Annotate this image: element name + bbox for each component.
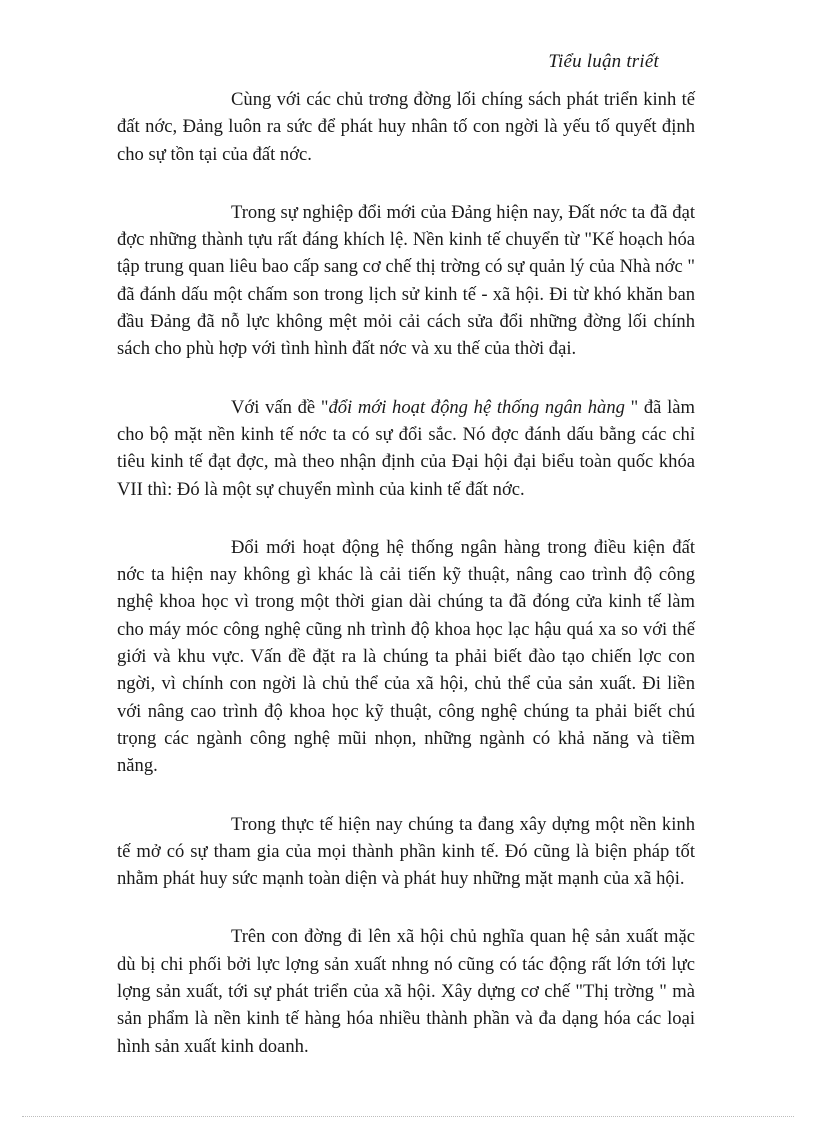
paragraph-3-emphasis: đổi mới hoạt động hệ thống ngân hàng: [328, 396, 625, 418]
footer-divider: [22, 1116, 794, 1117]
paragraph-3-rest: " đã làm cho bộ mặt nền kinh tế nớc ta có sự đổi sắc. Nó đợc đánh dấu bằng các chỉ tiêu kinh tế đạt đợc, mà theo nhận định của Đại hội đại biểu toàn quốc khóa VII thì: Đó là một sự chuyển mình của kinh tế đất nớc.: [117, 396, 695, 500]
paragraph-3-lead: Với vấn đề ": [231, 396, 329, 418]
paragraph-3: [117, 394, 695, 503]
document-body: [117, 86, 695, 1091]
paragraph-2: Trong sự nghiệp đổi mới của Đảng hiện nay, Đất nớc ta đã đạt đợc những thành tựu rất đáng khích lệ. Nền kinh tế chuyển từ "Kế hoạch hóa tập trung quan liêu bao cấp sang cơ chế thị trờng có sự quản lý của Nhà nớc " đã đánh dấu một chấm son trong lịch sử kinh tế - xã hội. Đi từ khó khăn ban đầu Đảng đã nỗ lực không mệt mỏi cải cách sửa đổi những đờng lối chính sách cho phù hợp với tình hình đất nớc và xu thế của thời đại.: [117, 201, 695, 360]
page-header-title: Tiểu luận triết: [548, 51, 659, 72]
paragraph-4: Đổi mới hoạt động hệ thống ngân hàng trong điều kiện đất nớc ta hiện nay không gì khác là cải tiến kỹ thuật, nâng cao trình độ công nghệ khoa học vì trong một thời gian dài chúng ta đã đóng cửa kinh tế làm cho máy móc công nghệ cũng nh trình độ khoa học lạc hậu quá xa so với thế giới và khu vực. Vấn đề đặt ra là chúng ta phải biết đào tạo chiến lợc con ngời, vì chính con ngời là chủ thể của xã hội, chủ thể của sản xuất. Đi liền với nâng cao trình độ khoa học kỹ thuật, công nghệ chúng ta phải biết chú trọng các ngành công nghệ mũi nhọn, những ngành có khả năng và tiềm năng.: [117, 536, 695, 777]
paragraph-6: Trên con đờng đi lên xã hội chủ nghĩa quan hệ sản xuất mặc dù bị chi phối bởi lực lợng sản xuất nhng nó cũng có tác động rất lớn tới lực lợng sản xuất, tới sự phát triển của xã hội. Xây dựng cơ chế "Thị trờng " mà sản phẩm là nền kinh tế hàng hóa nhiều thành phần và đa dạng hóa các loại hình sản xuất kinh doanh.: [117, 926, 695, 1057]
paragraph-5: Trong thực tế hiện nay chúng ta đang xây dựng một nền kinh tế mở có sự tham gia của mọi thành phần kinh tế. Đó cũng là biện pháp tốt nhằm phát huy sức mạnh toàn diện và phát huy những mặt mạnh của xã hội.: [117, 813, 695, 890]
paragraph-1: Cùng với các chủ trơng đờng lối chíng sách phát triển kinh tế đất nớc, Đảng luôn ra sức để phát huy nhân tố con ngời là yếu tố quyết định cho sự tồn tại của đất nớc.: [117, 89, 695, 165]
